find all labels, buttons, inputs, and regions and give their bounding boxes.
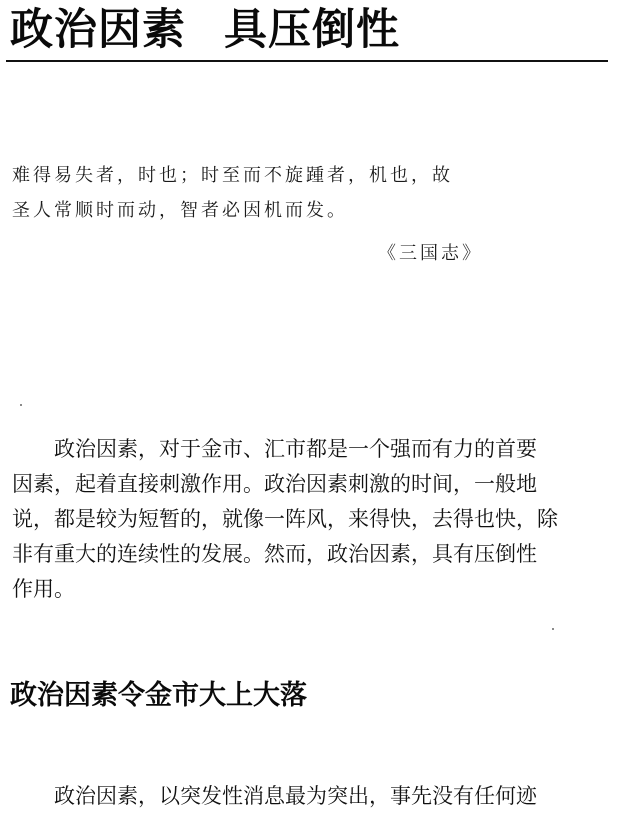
section-heading: 政治因素令金市大上大落 [10,680,307,711]
paragraph-line: 因素，起着直接刺激作用。政治因素刺激的时间，一般地 [12,472,537,496]
epigraph-source: 《三国志》 [378,243,483,264]
chapter-title-part-1: 政治因素 [10,5,186,55]
chapter-title-part-2: 具压倒性 [224,5,400,55]
scan-speck [20,404,22,406]
title-rule [6,60,608,62]
chapter-title [10,2,400,58]
paragraph-line: 说，都是较为短暂的，就像一阵风，来得快，去得也快，除 [12,507,558,531]
epigraph-line-1: 难得易失者，时也；时至而不旋踵者，机也，故 [12,165,453,186]
paragraph-line: 政治因素，对于金市、汇市都是一个强而有力的首要 [54,437,537,461]
paragraph-line: 非有重大的连续性的发展。然而，政治因素，具有压倒性 [12,542,537,566]
section-paragraph-1 [12,758,608,835]
scan-speck [552,628,554,630]
paragraph-line: 政治因素，以突发性消息最为突出，事先没有任何迹 [54,784,537,808]
body-paragraph-1 [12,432,608,607]
epigraph-line-2: 圣人常顺时而动，智者必因机而发。 [12,200,348,221]
paragraph-line: 作用。 [12,577,75,601]
epigraph-quote [12,158,572,228]
